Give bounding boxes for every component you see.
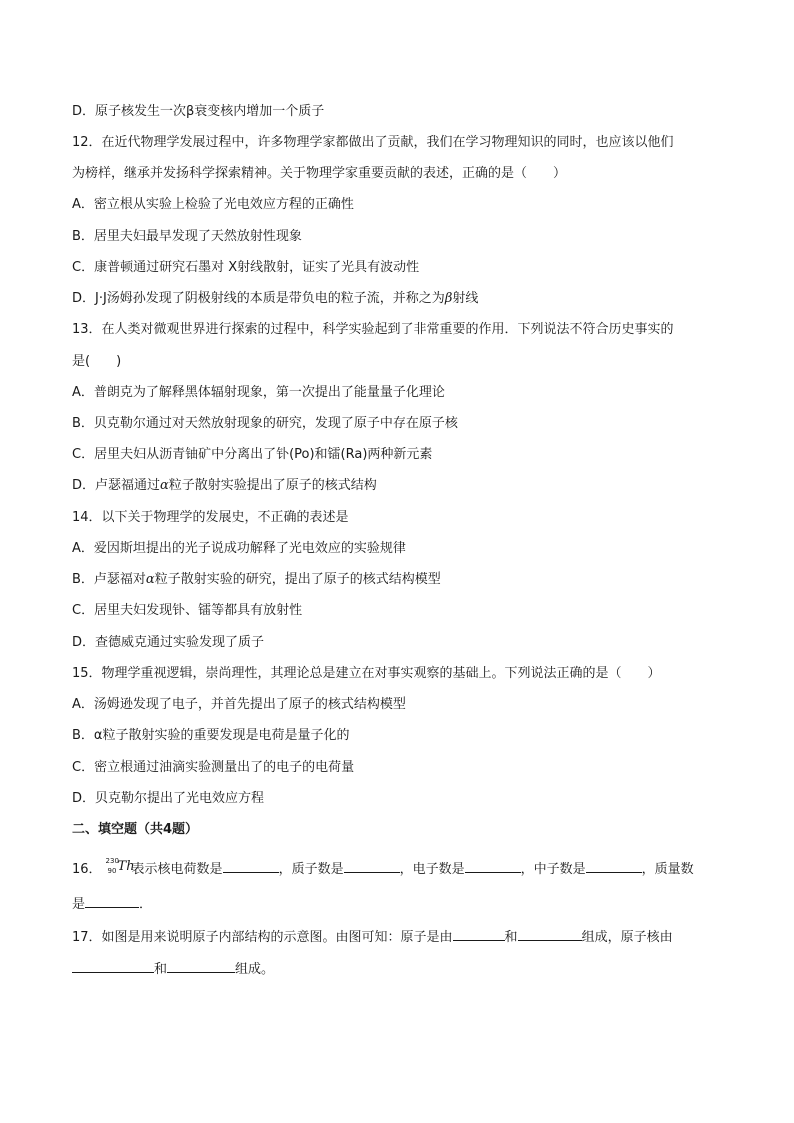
q13-option-b: B．贝克勒尔通过对天然放射现象的研究，发现了原子中存在原子核 (72, 416, 458, 431)
q16-line2 (72, 893, 152, 914)
answer-blank-nucleus-part1[interactable] (72, 958, 154, 973)
q16-text-5: ，质量数 (641, 862, 694, 877)
q11-option-d: D．原子核发生一次β衰变核内增加一个质子 (72, 104, 325, 119)
element-symbol: Th (117, 859, 135, 874)
q17-text-2: 和 (504, 930, 518, 945)
q14-stem: 14．以下关于物理学的发展史，不正确的表述是 (72, 510, 349, 525)
q15-stem: 15．物理学重视逻辑，崇尚理性，其理论总是建立在对事实观察的基础上。下列说法正确的是（ ） (72, 666, 661, 681)
q17-text-5: 组成。 (235, 962, 275, 977)
answer-blank-atom-part2[interactable] (518, 926, 582, 941)
q16-text-6: 是 (72, 897, 86, 912)
answer-blank-protons[interactable] (344, 858, 400, 873)
q13-option-d-text: D．卢瑟福通过 (72, 478, 161, 493)
q17-text-4: 和 (154, 962, 168, 977)
thorium-nuclide-symbol (102, 857, 135, 876)
q14-option-b-tail: 粒子散射实验的研究，提出了原子的核式结构模型 (154, 572, 441, 587)
answer-blank-mass-number[interactable] (85, 893, 139, 908)
q13-stem-line2: 是( ) (72, 354, 122, 369)
q14-option-d: D．查德威克通过实验发现了质子 (72, 635, 265, 650)
q12-stem-line1: 12．在近代物理学发展过程中，许多物理学家都做出了贡献，我们在学习物理知识的同时，也应该以他们 (72, 135, 674, 150)
q13-option-d (72, 477, 377, 495)
q15-option-b: B．α粒子散射实验的重要发现是电荷是量子化的 (72, 728, 350, 743)
q14-option-b-text: B．卢瑟福对 (72, 572, 146, 587)
q12-option-a: A．密立根从实验上检验了光电效应方程的正确性 (72, 197, 354, 212)
q13-option-d-tail: 粒子散射实验提出了原子的核式结构 (168, 478, 377, 493)
q12-option-d-tail: 射线 (452, 291, 479, 306)
answer-blank-nucleus-part2[interactable] (167, 958, 235, 973)
answer-blank-atom-part1[interactable] (453, 926, 505, 941)
q14-option-a: A．爱因斯坦提出的光子说成功解释了光电效应的实验规律 (72, 541, 406, 556)
q16-number: 16． (72, 862, 102, 877)
q15-option-a: A．汤姆逊发现了电子，并首先提出了原子的核式结构模型 (72, 697, 406, 712)
q16-text-2: ，质子数是 (278, 862, 344, 877)
q16-text-1: 表示核电荷数是 (131, 862, 223, 877)
section-heading-fill-in: 二、填空题（共4题） (72, 822, 199, 837)
q17-line1 (72, 926, 673, 947)
alpha-symbol: α (145, 572, 155, 587)
q15-option-d: D．贝克勒尔提出了光电效应方程 (72, 791, 265, 806)
answer-blank-electrons[interactable] (465, 858, 521, 873)
q12-option-c: C．康普顿通过研究石墨对 X射线散射，证实了光具有波动性 (72, 260, 420, 275)
q13-stem-line1: 13．在人类对微观世界进行探索的过程中，科学实验起到了非常重要的作用．下列说法不符合历史事实的 (72, 322, 674, 337)
answer-blank-charge[interactable] (223, 858, 279, 873)
alpha-symbol: α (160, 478, 169, 493)
q17-line2 (72, 958, 274, 979)
q14-option-b (72, 571, 441, 589)
atomic-number: 90 (107, 867, 117, 875)
q12-option-d-text: D．J·J汤姆孙发现了阴极射线的本质是带负电的粒子流，并称之为 (72, 291, 445, 306)
q14-option-c: C．居里夫妇发现钋、镭等都具有放射性 (72, 603, 303, 618)
q17-text-1: 17．如图是用来说明原子内部结构的示意图。由图可知：原子是由 (72, 930, 453, 945)
mass-number: 230 (105, 857, 119, 865)
answer-blank-neutrons[interactable] (586, 858, 642, 873)
q13-option-c: C．居里夫妇从沥青铀矿中分离出了钋(Po)和镭(Ra)两种新元素 (72, 447, 433, 462)
q16-line1 (72, 858, 694, 879)
q16-text-4: ，中子数是 (520, 862, 586, 877)
q15-option-c: C．密立根通过油滴实验测量出了的电子的电荷量 (72, 760, 355, 775)
q17-text-3: 组成，原子核由 (581, 930, 673, 945)
q13-option-a: A．普朗克为了解释黑体辐射现象，第一次提出了能量量子化理论 (72, 385, 445, 400)
q12-option-d (72, 290, 478, 308)
q12-option-b: B．居里夫妇最早发现了天然放射性现象 (72, 229, 302, 244)
q16-text-7: ． (139, 897, 153, 912)
q16-text-3: ，电子数是 (399, 862, 465, 877)
q12-stem-line2: 为榜样，继承并发扬科学探索精神。关于物理学家重要贡献的表述，正确的是（ ） (72, 166, 567, 181)
beta-symbol: β (444, 291, 453, 306)
